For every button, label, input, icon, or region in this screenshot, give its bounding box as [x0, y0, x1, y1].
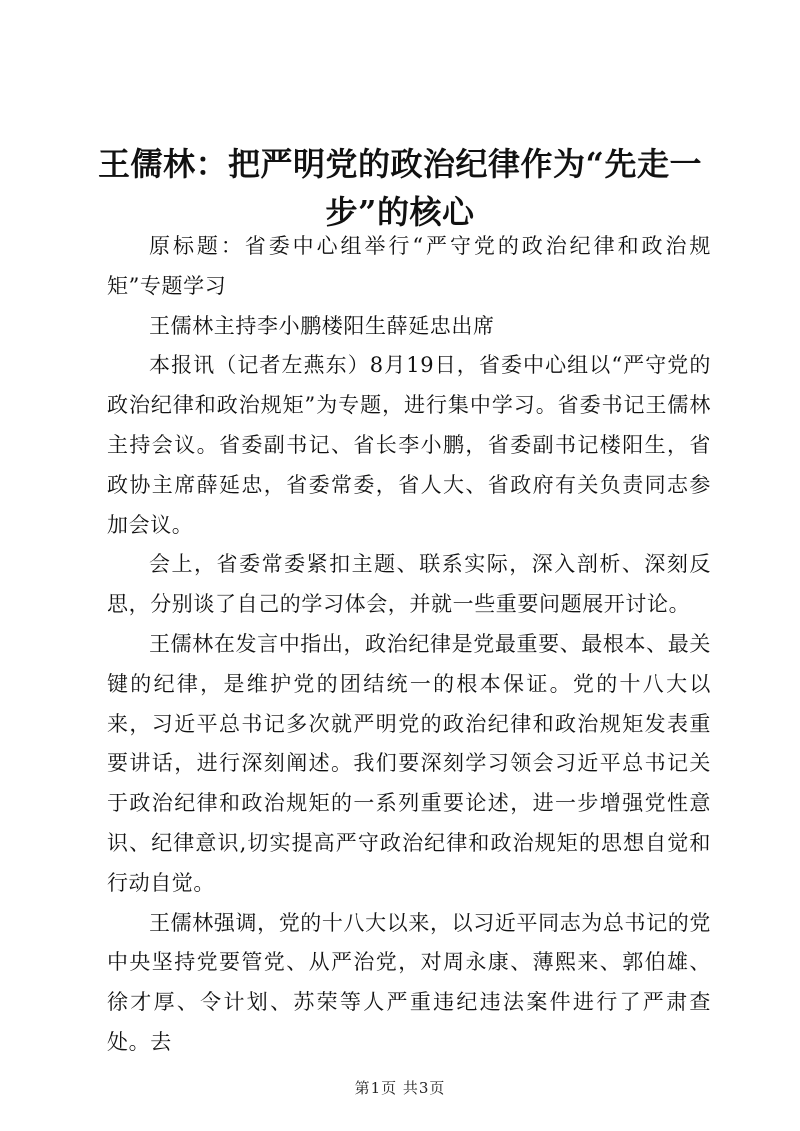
page-title: 王儒林：把严明党的政治纪律作为“先走一步”的核心	[98, 145, 702, 231]
paragraph-attendees: 王儒林主持李小鹏楼阳生薛延忠出席	[149, 313, 495, 338]
paragraph-discussion: 会上，省委常委紧扣主题、联系实际，深入剖析、深刻反思，分别谈了自己的学习体会，并就一些重要问题展开讨论。	[107, 552, 711, 617]
paragraph-original-title: 原标题：省委中心组举行“严守党的政治纪律和政治规矩”专题学习	[107, 234, 711, 298]
paragraph-news-lead: 本报讯（记者左燕东）8月19日，省委中心组以“严守党的政治纪律和政治规矩”为专题，进行集中学习。省委书记王儒林主持会议。省委副书记、省长李小鹏，省委副书记楼阳生，省政协主席薛延忠，省委常委，省人大、省政府有关负责同志参加会议。	[107, 353, 711, 537]
paragraph-speech: 王儒林在发言中指出，政治纪律是党最重要、最根本、最关键的纪律，是维护党的团结统一的根本保证。党的十八大以来，习近平总书记多次就严明党的政治纪律和政治规矩发表重要讲话，进行深刻阐述。我们要深刻学习领会习近平总书记关于政治纪律和政治规矩的一系列重要论述，进一步增强党性意识、纪律意识,切实提高严守政治纪律和政治规矩的思想自觉和行动自觉。	[107, 631, 711, 895]
paragraph-emphasis: 王儒林强调，党的十八大以来，以习近平同志为总书记的党中央坚持党要管党、从严治党，对周永康、薄熙来、郭伯雄、徐才厚、令计划、苏荣等人严重违纪违法案件进行了严肃查处。去	[107, 910, 711, 1054]
article-body	[107, 227, 711, 1063]
page-number-footer: 第1页 共3页	[354, 1079, 446, 1097]
